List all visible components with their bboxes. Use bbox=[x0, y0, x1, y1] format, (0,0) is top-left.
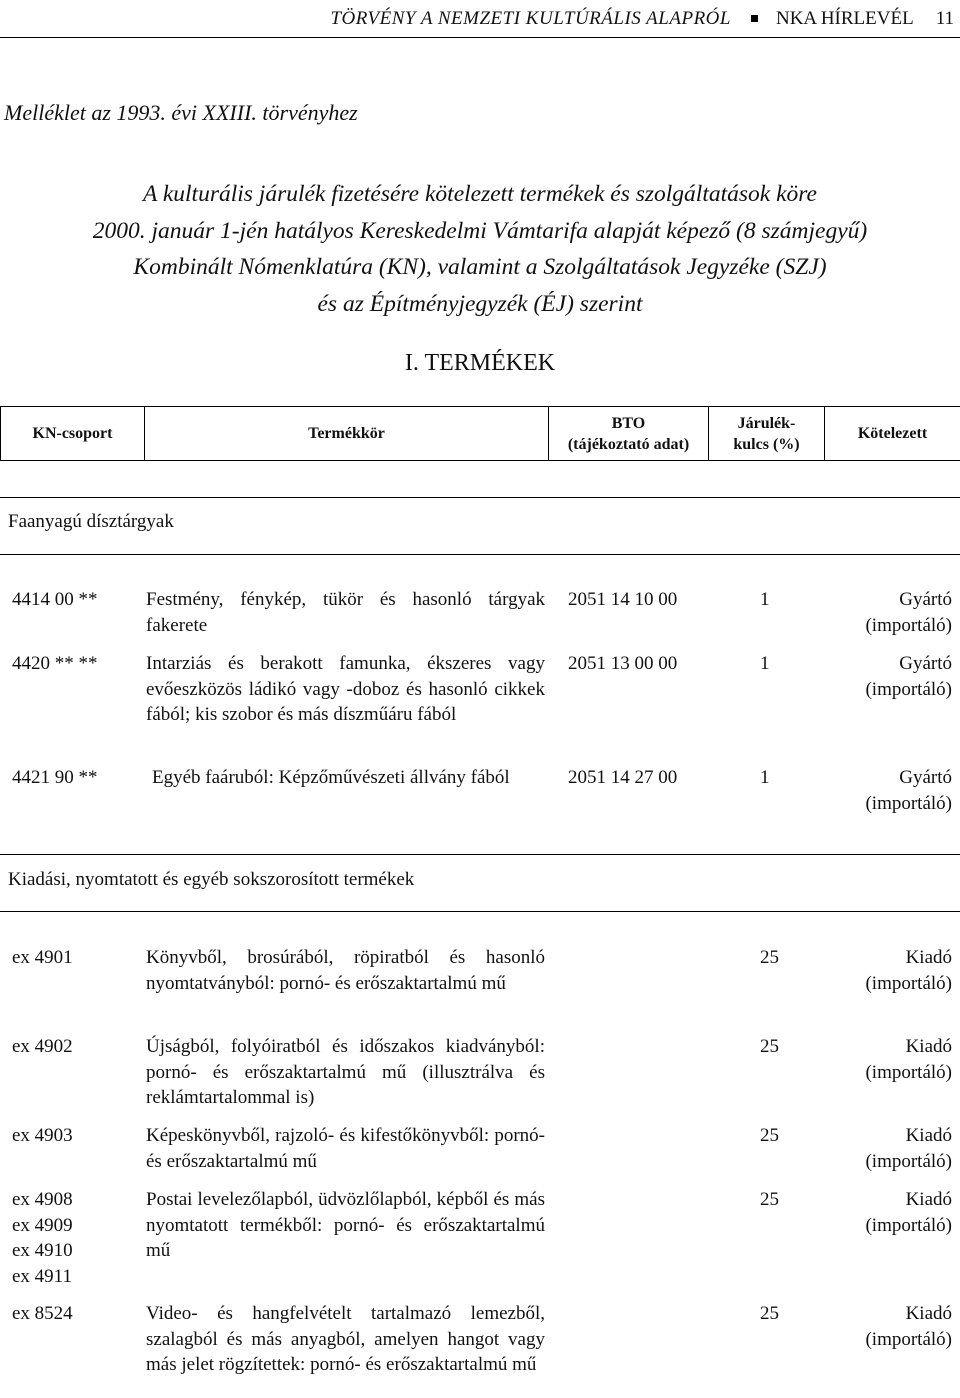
kn-code bbox=[12, 587, 142, 613]
kn-code-line: 4420 ** ** bbox=[12, 653, 98, 674]
divider bbox=[0, 497, 960, 498]
kn-code-line: 4414 00 ** bbox=[12, 589, 98, 610]
obligated-party bbox=[828, 651, 952, 702]
obligated-party bbox=[828, 587, 952, 638]
kn-code-line: ex 4908 bbox=[12, 1189, 73, 1210]
rate-value: 25 bbox=[760, 947, 779, 968]
title-line-3: Kombinált Nómenklatúra (KN), valamint a Szolgáltatások Jegyzéke (SZJ) bbox=[133, 254, 827, 280]
obligated-role: Gyártó bbox=[899, 653, 952, 674]
rate-value: 1 bbox=[760, 653, 770, 674]
kn-code-line: ex 4910 bbox=[12, 1240, 73, 1261]
obligated-note: (importáló) bbox=[865, 1214, 952, 1236]
product-description: Festmény, fénykép, tükör és hasonló tárgyak fakerete bbox=[146, 589, 545, 636]
column-header-kn: KN-csoport bbox=[1, 407, 145, 461]
document-title bbox=[0, 176, 960, 322]
product-description: Video- és hangfelvételt tartalmazó lemezből, szalagból és más anyagból, amelyen hangot vagy más jelet rögzítettek: pornó- és erőszaktartalmú mű bbox=[146, 1303, 545, 1375]
obligated-party bbox=[828, 1123, 952, 1174]
column-header-bto bbox=[549, 407, 709, 461]
obligated-role: Kiadó bbox=[905, 947, 952, 968]
kn-code-line: ex 4903 bbox=[12, 1125, 73, 1146]
kn-code bbox=[12, 765, 142, 791]
kn-code bbox=[12, 1187, 142, 1289]
section-title-text: I. TERMÉKEK bbox=[404, 350, 556, 376]
rate-value: 25 bbox=[760, 1125, 779, 1146]
section-title bbox=[0, 350, 960, 377]
header-title: TÖRVÉNY A NEMZETI KULTÚRÁLIS ALAPRÓL bbox=[330, 7, 731, 29]
kn-code-line: ex 8524 bbox=[12, 1303, 73, 1324]
kn-code bbox=[12, 1034, 142, 1060]
kn-code-line: 4421 90 ** bbox=[12, 767, 98, 788]
title-line-4: és az Építményjegyzék (ÉJ) szerint bbox=[317, 290, 643, 317]
obligated-note: (importáló) bbox=[865, 1328, 952, 1350]
bto-code: 2051 14 27 00 bbox=[568, 767, 678, 788]
obligated-note: (importáló) bbox=[865, 972, 952, 994]
obligated-role: Gyártó bbox=[899, 767, 952, 788]
kn-code-line: ex 4901 bbox=[12, 947, 73, 968]
obligated-note: (importáló) bbox=[865, 678, 952, 700]
column-header-obligated: Kötelezett bbox=[825, 407, 960, 461]
obligated-party bbox=[828, 1301, 952, 1352]
column-header-bto-line1: BTO bbox=[611, 414, 646, 432]
page-number: 11 bbox=[935, 7, 954, 29]
product-description: Postai levelezőlapból, üdvözlőlapból, képből és más nyomtatott termékből: pornó- és erőszaktartalmú mű bbox=[146, 1189, 545, 1261]
kn-code-line: ex 4909 bbox=[12, 1214, 73, 1236]
column-header-rate bbox=[709, 407, 825, 461]
divider bbox=[0, 854, 960, 855]
title-line-1: A kulturális járulék fizetésére kötelezett termékek és szolgáltatások köre bbox=[143, 181, 817, 207]
column-header-product: Termékkör bbox=[145, 407, 549, 461]
obligated-role: Kiadó bbox=[905, 1125, 952, 1146]
column-header-table bbox=[0, 406, 960, 461]
annex-reference: Melléklet az 1993. évi XXIII. törvényhez bbox=[4, 100, 358, 125]
bto-code: 2051 13 00 00 bbox=[568, 653, 678, 674]
obligated-note: (importáló) bbox=[865, 614, 952, 636]
column-header-rate-line2: kulcs (%) bbox=[733, 435, 800, 453]
column-header-rate-line1: Járulék- bbox=[737, 414, 796, 432]
title-line-2: 2000. január 1-jén hatályos Kereskedelmi Vámtarifa alapját képező (8 számjegyű) bbox=[92, 217, 868, 244]
running-header bbox=[0, 0, 960, 38]
kn-code bbox=[12, 1123, 142, 1149]
obligated-party bbox=[828, 765, 952, 816]
column-header-bto-line2: (tájékoztató adat) bbox=[567, 435, 690, 453]
obligated-role: Gyártó bbox=[899, 589, 952, 610]
product-description: Képeskönyvből, rajzoló- és kifestőkönyvből: pornó- és erőszaktartalmú mű bbox=[146, 1125, 545, 1172]
rate-value: 1 bbox=[760, 589, 770, 610]
divider bbox=[0, 554, 960, 555]
bullet-square-icon bbox=[751, 15, 758, 22]
obligated-note: (importáló) bbox=[865, 1061, 952, 1083]
obligated-party bbox=[828, 1187, 952, 1238]
kn-code-line: ex 4902 bbox=[12, 1036, 73, 1057]
product-description: Könyvből, brosúrából, röpiratból és hasonló nyomtatványból: pornó- és erőszaktartalmú mű bbox=[146, 947, 545, 994]
rate-value: 25 bbox=[760, 1189, 779, 1210]
rate-value: 25 bbox=[760, 1303, 779, 1324]
obligated-role: Kiadó bbox=[905, 1036, 952, 1057]
kn-code-line: ex 4911 bbox=[12, 1265, 72, 1287]
product-description: Újságból, folyóiratból és időszakos kiadványból: pornó- és erőszaktartalmú mű (illusztrálva és reklámtartalommal is) bbox=[146, 1036, 545, 1108]
kn-code bbox=[12, 945, 142, 971]
obligated-note: (importáló) bbox=[865, 1150, 952, 1172]
kn-code bbox=[12, 1301, 142, 1327]
product-description: Intarziás és berakott famunka, ékszeres vagy evőeszközös ládikó vagy -doboz és hasonló cikkek fából; kis szobor és más díszműáru fából bbox=[146, 653, 545, 725]
category-heading: Faanyagú dísztárgyak bbox=[8, 511, 174, 532]
obligated-role: Kiadó bbox=[905, 1189, 952, 1210]
obligated-party bbox=[828, 945, 952, 996]
divider bbox=[0, 911, 960, 912]
product-description: Egyéb faáruból: Képzőművészeti állvány fából bbox=[152, 767, 510, 788]
category-heading: Kiadási, nyomtatott és egyéb sokszorosított termékek bbox=[8, 869, 415, 890]
rate-value: 1 bbox=[760, 767, 770, 788]
header-publication: NKA HÍRLEVÉL bbox=[775, 7, 914, 29]
kn-code bbox=[12, 651, 142, 677]
obligated-party bbox=[828, 1034, 952, 1085]
obligated-note: (importáló) bbox=[865, 792, 952, 814]
bto-code: 2051 14 10 00 bbox=[568, 589, 678, 610]
rate-value: 25 bbox=[760, 1036, 779, 1057]
obligated-role: Kiadó bbox=[905, 1303, 952, 1324]
